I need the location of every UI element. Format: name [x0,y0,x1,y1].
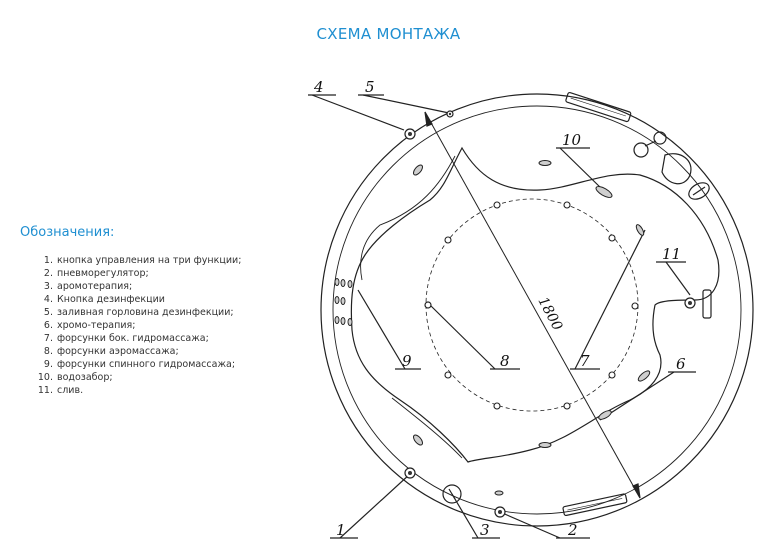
leader-9 [358,290,405,369]
leader-8 [430,305,495,369]
callout-1: 1 [336,521,346,539]
legend-item-number: 3. [43,281,53,292]
tub-seat-contour [361,156,462,458]
leader-5 [363,95,449,113]
tub-basin-outline [351,148,719,462]
aeromassage-nozzle [425,302,431,308]
tub-inner-rim [333,106,741,514]
callout-9: 9 [402,352,412,370]
back-hydromassage-nozzles [335,279,352,326]
callout-2: 2 [568,521,578,539]
callout-11: 11 [662,245,682,263]
legend-item-number: 8. [43,346,53,357]
dimension-label: 1800 [534,294,566,334]
callout-6: 6 [676,355,686,373]
legend-item-text: форсунки бок. гидромассажа; [57,333,209,344]
top-overflow-slot [565,92,631,122]
leader-11 [666,262,690,295]
callout-8: 8 [500,352,510,370]
legend-item-number: 1. [43,255,53,266]
legend-item-number: 10. [37,372,53,383]
legend-item-number: 5. [43,307,53,318]
callout-7: 7 [580,352,590,370]
callout-4: 4 [314,78,324,96]
tub-outer-rim [321,94,753,526]
legend-item-number: 6. [43,320,53,331]
callout-3: 3 [480,521,490,539]
legend-item-text: хромо-терапия; [57,320,136,331]
leader-1 [340,474,410,538]
legend-item-text: форсунки спинного гидромассажа; [57,359,236,370]
dimension-arrow-bottom [633,484,640,498]
page-title: СХЕМА МОНТАЖА [316,25,461,43]
legend-item-number: 2. [43,268,53,279]
legend-item-number: 11. [37,385,53,396]
legend-item-text: аромотерапия; [57,281,133,292]
legend-item-number: 7. [43,333,53,344]
callout-5: 5 [365,78,375,96]
callout-10: 10 [562,131,582,149]
legend-item-number: 4. [43,294,53,305]
legend-item-text: форсунки аэромассажа; [57,346,179,357]
legend-item-text: слив. [57,385,84,396]
legend-item-text: водозабор; [57,372,113,383]
legend-heading: Обозначения: [20,225,115,240]
legend-item-text: заливная горловина дезинфекции; [57,307,234,318]
leader-7 [575,230,645,369]
dimension-arrow-top [425,112,432,126]
leader-10 [560,148,603,190]
legend-item-text: Кнопка дезинфекции [57,294,165,305]
legend-item-text: пневморегулятор; [57,268,149,279]
legend-item-text: кнопка управления на три функции; [57,255,242,266]
legend-item-number: 9. [43,359,53,370]
